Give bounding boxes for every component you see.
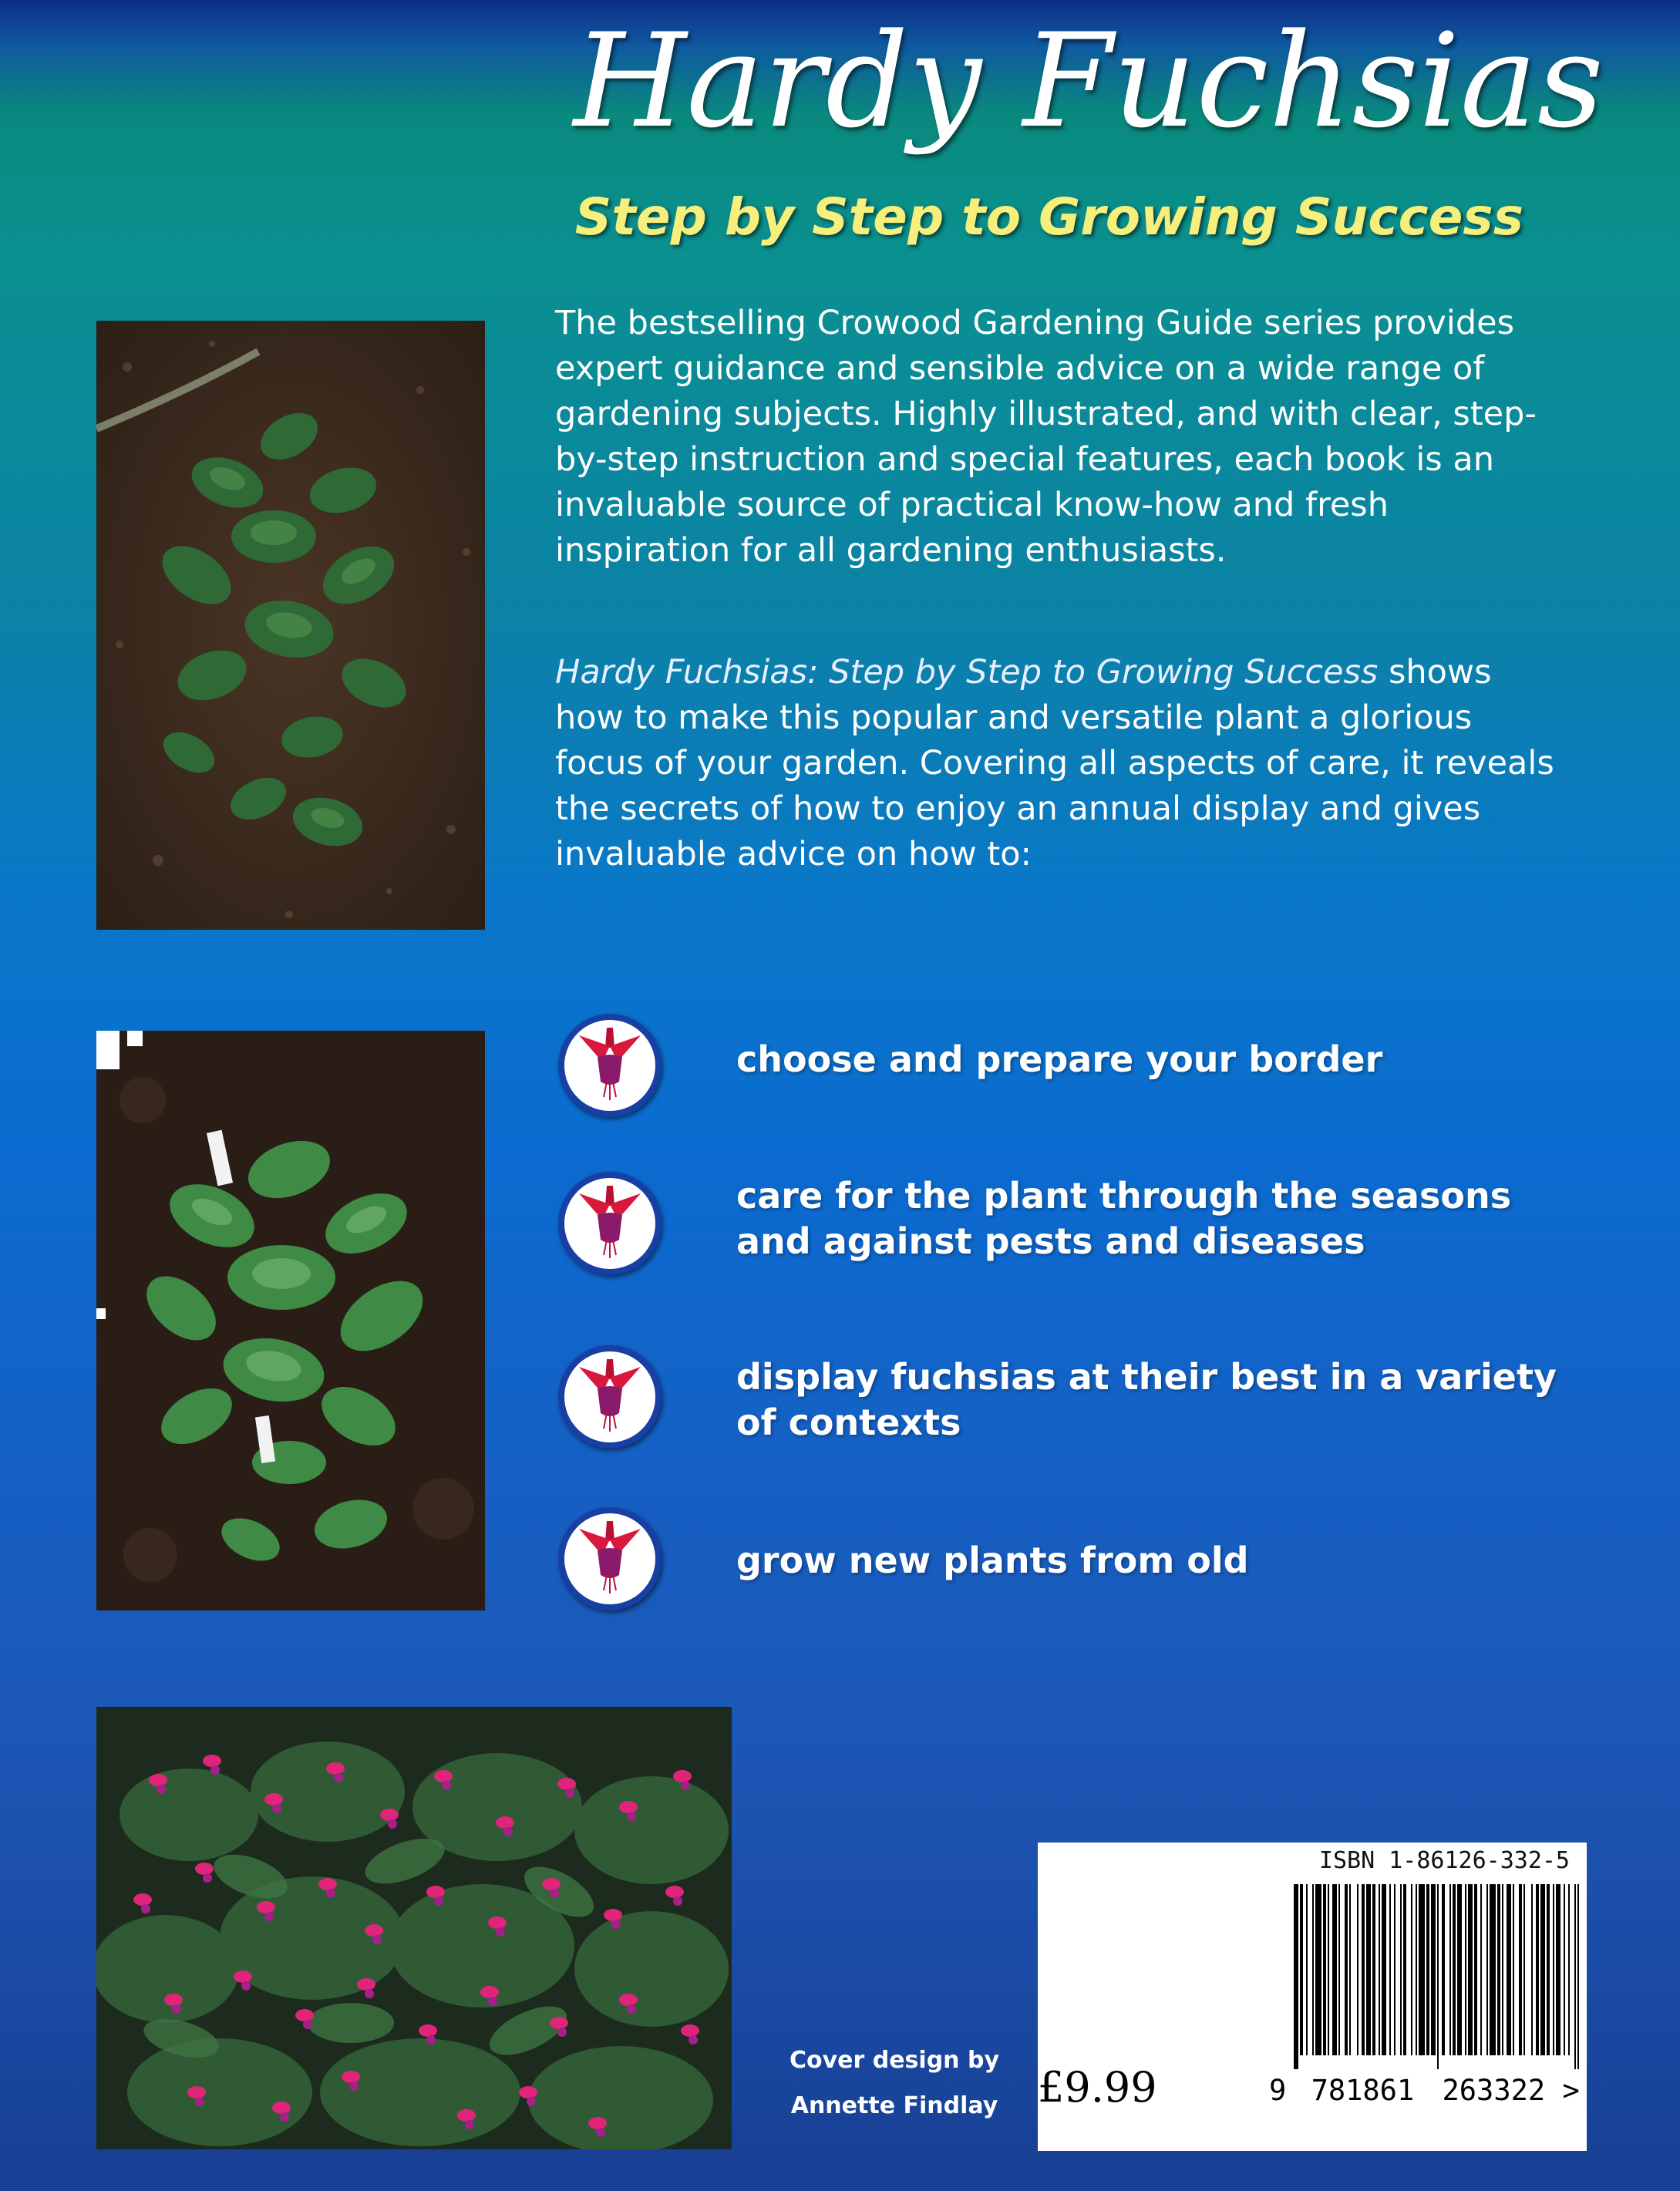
fuchsia-bloom (665, 1886, 684, 1898)
bullet-care-for-plant: care for the plant through the seasons and against pests and diseases (736, 1175, 1512, 1262)
barcode-bar (1426, 1884, 1429, 2055)
fuchsia-bloom (149, 1774, 167, 1786)
barcode-bar (1556, 1884, 1560, 2055)
book-description (555, 650, 1565, 877)
fuchsia-bloom-corolla (203, 1873, 212, 1883)
barcode-bar (1372, 1884, 1375, 2055)
fuchsia-bloom-corolla (195, 2097, 204, 2106)
barcode-bar (1553, 1884, 1554, 2055)
barcode-bar (1315, 1884, 1321, 2055)
barcode-bar (1411, 1884, 1412, 2055)
fuchsia-bloom-corolla (527, 2097, 536, 2106)
fuchsia-bloom-corolla (496, 1927, 505, 1937)
fuchsia-bloom (673, 1770, 692, 1782)
barcode-bar (1536, 1884, 1539, 2055)
fuchsia-bloom (187, 2086, 206, 2098)
book-title: Hardy Fuchsias (573, 5, 1604, 156)
fuchsia-bloom-corolla (264, 1912, 274, 1921)
barcode-digits: 9 781861 263322 > (1269, 2074, 1580, 2107)
barcode-bar (1523, 1884, 1525, 2055)
barcode-bar (1338, 1884, 1340, 2055)
barcode-bar (1453, 1884, 1456, 2055)
fuchsia-bloom-corolla (303, 2020, 312, 2029)
fuchsia-bloom-corolla (503, 1827, 513, 1836)
fuchsia-bloom (488, 1917, 507, 1929)
book-subtitle: Step by Step to Growing Success (574, 187, 1523, 247)
photo-flowering-fuchsia (96, 1707, 732, 2149)
fuchsia-bloom-corolla (349, 2082, 359, 2091)
fuchsia-bloom-corolla (611, 1920, 621, 1929)
fuchsia-bloom-corolla (596, 2128, 605, 2137)
fuchsia-bloom-corolla (426, 2035, 436, 2045)
barcode-bar (1449, 1884, 1451, 2055)
fuchsia-bloom-corolla (681, 1781, 690, 1790)
barcode-bar (1306, 1884, 1308, 2055)
fuchsia-flower-icon (558, 1014, 662, 1117)
fuchsia-bloom (257, 1901, 275, 1913)
barcode-panel (1038, 1843, 1587, 2151)
fuchsia-bloom-corolla (372, 1935, 382, 1944)
barcode-bar (1357, 1884, 1358, 2055)
fuchsia-bloom (619, 1801, 638, 1813)
barcode-bar (1323, 1884, 1326, 2055)
barcode-bar (1382, 1884, 1386, 2055)
fuchsia-bloom (519, 2086, 537, 2098)
barcode-bar (1403, 1884, 1406, 2055)
barcode-bar (1419, 1884, 1425, 2055)
barcode-bar (1486, 1884, 1488, 2055)
barcode-bar (1394, 1884, 1396, 2055)
fuchsia-bloom-corolla (673, 1897, 682, 1906)
barcode-bar (1564, 1884, 1565, 2055)
cover-design-credit: Cover design by (789, 2047, 1000, 2074)
barcode-bar (1474, 1884, 1477, 2055)
fuchsia-bloom-corolla (627, 2004, 636, 2014)
fuchsia-bloom-corolla (565, 1789, 574, 1798)
barcode (1294, 1884, 1579, 2072)
fuchsia-bloom (272, 2102, 291, 2114)
fuchsia-bloom-corolla (326, 1889, 335, 1898)
isbn-number: ISBN 1-86126-332-5 (1318, 1847, 1570, 1874)
barcode-bar (1312, 1884, 1314, 2055)
barcode-bar (1574, 1884, 1576, 2069)
fuchsia-bloom-corolla (157, 1785, 166, 1794)
fuchsia-bloom (457, 2109, 476, 2122)
fuchsia-bloom (419, 2024, 437, 2037)
fuchsia-bloom-corolla (172, 2004, 181, 2014)
fuchsia-bloom (426, 1886, 445, 1898)
barcode-bar (1332, 1884, 1337, 2055)
fuchsia-flower-icon (558, 1172, 662, 1275)
fuchsia-bloom (588, 2117, 607, 2129)
fuchsia-bloom (133, 1893, 152, 1906)
barcode-bar (1490, 1884, 1496, 2055)
barcode-bar (1502, 1884, 1503, 2055)
barcode-bar (1468, 1884, 1473, 2055)
barcode-bar (1480, 1884, 1482, 2055)
fuchsia-bloom-corolla (627, 1812, 636, 1821)
fuchsia-bloom-corolla (241, 1981, 251, 1991)
fuchsia-bloom-corolla (488, 1997, 497, 2006)
fuchsia-bloom (342, 2071, 360, 2083)
fuchsia-bloom (264, 1793, 283, 1806)
barcode-bar (1345, 1884, 1348, 2055)
barcode-bar (1540, 1884, 1545, 2055)
fuchsia-bloom-corolla (688, 2035, 698, 2045)
barcode-bar (1362, 1884, 1365, 2055)
barcode-bar (1519, 1884, 1522, 2055)
barcode-bar (1465, 1884, 1466, 2055)
barcode-bar (1389, 1884, 1391, 2055)
fuchsia-bloom (550, 2017, 568, 2029)
fuchsia-bloom-corolla (442, 1781, 451, 1790)
barcode-bar (1294, 1884, 1298, 2069)
fuchsia-bloom-corolla (557, 2028, 567, 2037)
fuchsia-flower-icon (558, 1507, 662, 1610)
barcode-bar (1400, 1884, 1402, 2055)
barcode-bar (1416, 1884, 1417, 2055)
fuchsia-bloom (357, 1978, 375, 1991)
barcode-bar (1531, 1884, 1533, 2055)
fuchsia-bloom (318, 1878, 337, 1890)
fuchsia-bloom-corolla (465, 2120, 474, 2129)
fuchsia-bloom-corolla (334, 1773, 343, 1782)
barcode-bar (1379, 1884, 1380, 2055)
fuchsia-bloom (380, 1809, 399, 1821)
fuchsia-bloom (234, 1971, 252, 1983)
barcode-bar (1442, 1884, 1445, 2055)
photo-fuchsia-plant-with-labels (96, 1031, 485, 1610)
fuchsia-bloom (195, 1863, 214, 1875)
cover-designer-name: Annette Findlay (790, 2092, 998, 2119)
fuchsia-bloom-corolla (550, 1889, 559, 1898)
barcode-bar (1328, 1884, 1329, 2055)
fuchsia-bloom (164, 1994, 183, 2006)
series-intro: The bestselling Crowood Gardening Guide series provides expert guidance and sensible advice on a wide range of gardening subjects. Highly illustrated, and with clear, step-by-step instruction and special features, each book is an invaluable source of practical know-how and fresh inspiration for all gardening enthusiasts. (555, 304, 1537, 570)
fuchsia-bloom-corolla (141, 1904, 150, 1913)
barcode-bar (1568, 1884, 1570, 2055)
fuchsia-bloom (326, 1762, 345, 1775)
fuchsia-flower-icon (558, 1345, 662, 1449)
photo-young-fuchsia-plant (96, 321, 485, 930)
fuchsia-bloom (295, 2009, 314, 2021)
barcode-bar (1577, 1884, 1579, 2069)
fuchsia-bloom-corolla (365, 1989, 374, 1998)
price: £9.99 (1038, 2063, 1157, 2112)
fuchsia-bloom (557, 1778, 576, 1790)
barcode-bar (1349, 1884, 1351, 2055)
barcode-bar (1300, 1884, 1303, 2055)
book-title-reference: Hardy Fuchsias: Step by Step to Growing Success (555, 653, 1379, 692)
barcode-bar (1547, 1884, 1550, 2055)
fuchsia-bloom (480, 1986, 499, 1998)
fuchsia-bloom-corolla (280, 2112, 289, 2122)
fuchsia-bloom (542, 1878, 561, 1890)
fuchsia-bloom (681, 2024, 699, 2037)
fuchsia-bloom (604, 1909, 622, 1921)
barcode-bar (1507, 1884, 1511, 2055)
fuchsia-bloom (619, 1994, 638, 2006)
fuchsia-bloom-corolla (388, 1819, 397, 1829)
barcode-bar (1366, 1884, 1371, 2055)
fuchsia-bloom (496, 1816, 514, 1829)
fuchsia-bloom-corolla (434, 1897, 443, 1906)
fuchsia-bloom (365, 1924, 383, 1937)
barcode-bar (1497, 1884, 1500, 2055)
fuchsia-bloom-corolla (272, 1804, 281, 1813)
barcode-bar (1457, 1884, 1462, 2055)
bullet-display-fuchsias: display fuchsias at their best in a variety of contexts (736, 1356, 1557, 1443)
barcode-bar (1513, 1884, 1514, 2055)
fuchsia-bloom-corolla (210, 1765, 220, 1775)
bullet-choose-border: choose and prepare your border (736, 1038, 1383, 1080)
fuchsia-bloom (434, 1770, 453, 1782)
bullet-grow-new-plants: grow new plants from old (736, 1540, 1249, 1581)
barcode-bar (1431, 1884, 1436, 2055)
barcode-bar (1437, 1884, 1439, 2069)
fuchsia-bloom (203, 1755, 221, 1767)
book-description-text: shows how to make this popular and versatile plant a glorious focus of your garden. Covering all aspects of care, it reveals the secrets of how to enjoy an annual display and gives invaluable advice on how to: (555, 653, 1554, 873)
